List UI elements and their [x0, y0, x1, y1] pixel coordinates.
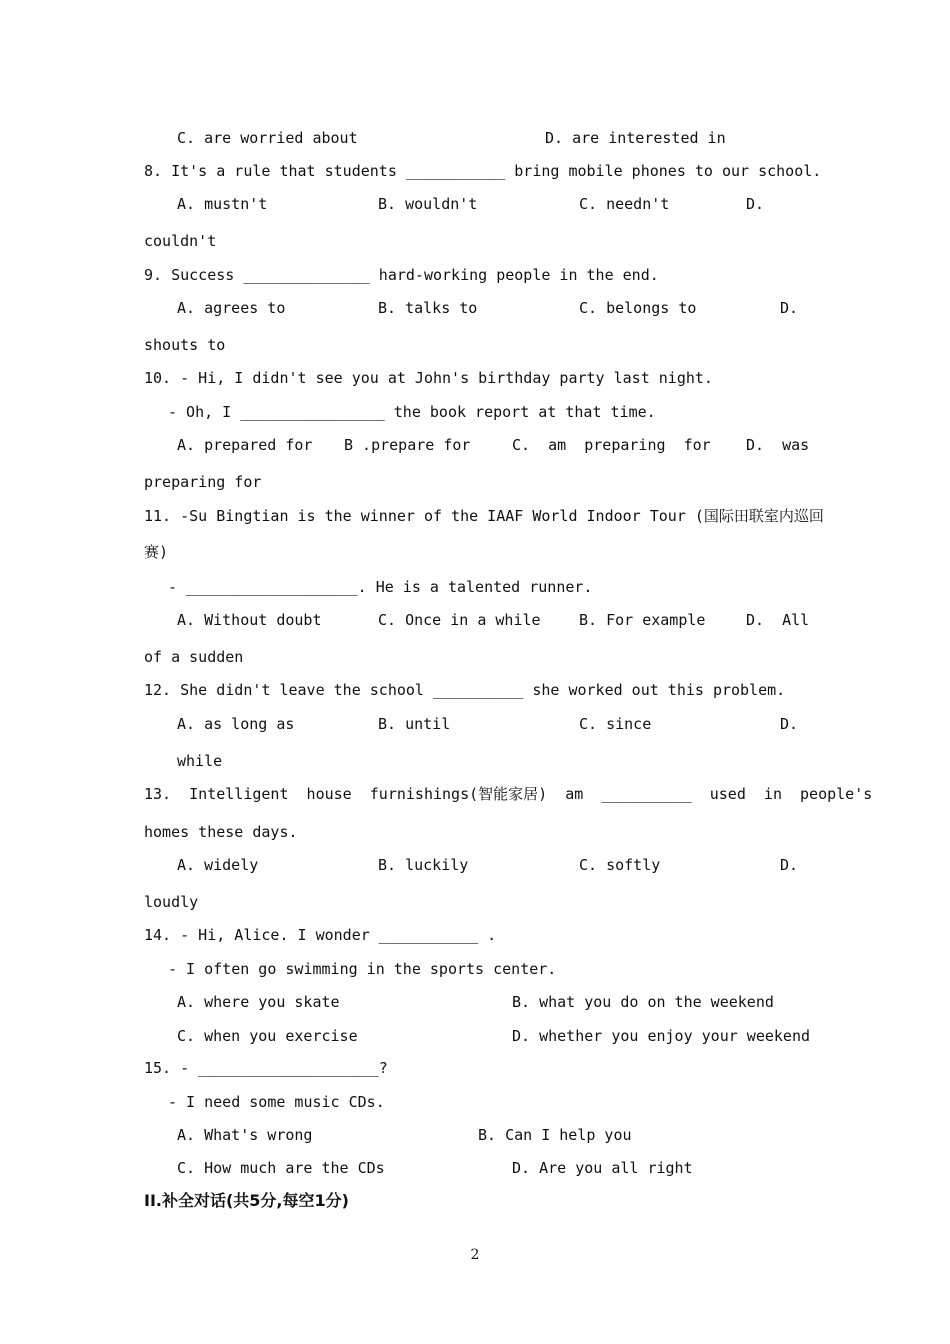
text-line: - ___________________. He is a talented runner. — [168, 578, 593, 596]
text-line: - I often go swimming in the sports center. — [168, 960, 557, 978]
text-line: 12. She didn't leave the school __________ she worked out this problem. — [144, 681, 786, 699]
text-line: preparing for — [144, 473, 262, 491]
text-line: A. agrees to — [177, 299, 286, 317]
option-text: C. belongs to — [579, 299, 697, 317]
option-text: C. Once in a while — [378, 611, 541, 629]
option-text: C. needn't — [579, 195, 670, 213]
option-text: B .prepare for — [344, 436, 471, 454]
text-line: while — [177, 752, 223, 770]
page-number: 2 — [470, 1247, 480, 1263]
text-line: 10. - Hi, I didn't see you at John's birthday party last night. — [144, 369, 713, 387]
text-line: - I need some music CDs. — [168, 1093, 385, 1111]
option-text: D. All — [746, 611, 810, 629]
option-text: C. since — [579, 715, 652, 733]
option-text: D. Are you all right — [512, 1159, 693, 1177]
option-text: B. For example — [579, 611, 706, 629]
section-heading: II.补全对话(共5分,每空1分) — [144, 1191, 349, 1210]
option-text: B. what you do on the weekend — [512, 993, 774, 1011]
text-line: A. widely — [177, 856, 259, 874]
text-line: couldn't — [144, 232, 217, 250]
text-line: 15. - ____________________? — [144, 1059, 388, 1077]
option-text: C. softly — [579, 856, 661, 874]
text-line: homes these days. — [144, 823, 298, 841]
option-text: D. — [780, 299, 799, 317]
text-line: of a sudden — [144, 648, 244, 666]
text-line: C. How much are the CDs — [177, 1159, 385, 1177]
text-line: loudly — [144, 893, 199, 911]
text-line: A. Without doubt — [177, 611, 322, 629]
text-line: 13. Intelligent house furnishings(智能家居) am __________ used in people's — [144, 785, 873, 803]
text-line: 8. It's a rule that students ___________ bring mobile phones to our school. — [144, 162, 822, 180]
text-line: A. where you skate — [177, 993, 340, 1011]
option-text: D. — [780, 856, 799, 874]
text-line: 赛) — [144, 543, 169, 561]
option-text: D. whether you enjoy your weekend — [512, 1027, 811, 1045]
text-line: 9. Success ______________ hard-working people in the end. — [144, 266, 659, 284]
text-line: A. mustn't — [177, 195, 268, 213]
option-text: C. am preparing for — [512, 436, 711, 454]
option-text: D. — [746, 195, 765, 213]
option-text: B. talks to — [378, 299, 478, 317]
text-line: 14. - Hi, Alice. I wonder ___________ . — [144, 926, 497, 944]
text-line: C. are worried about — [177, 129, 358, 147]
option-text: D. are interested in — [545, 129, 726, 147]
option-text: D. — [780, 715, 799, 733]
text-line: 11. -Su Bingtian is the winner of the IAAF World Indoor Tour (国际田联室内巡回 — [144, 507, 824, 525]
text-line: A. as long as — [177, 715, 295, 733]
option-text: B. Can I help you — [478, 1126, 632, 1144]
text-line: C. when you exercise — [177, 1027, 358, 1045]
text-line: shouts to — [144, 336, 226, 354]
text-line: - Oh, I ________________ the book report at that time. — [168, 403, 656, 421]
text-line: A. What's wrong — [177, 1126, 313, 1144]
text-line: A. prepared for — [177, 436, 313, 454]
option-text: B. wouldn't — [378, 195, 478, 213]
option-text: B. luckily — [378, 856, 469, 874]
option-text: B. until — [378, 715, 451, 733]
option-text: D. was — [746, 436, 810, 454]
